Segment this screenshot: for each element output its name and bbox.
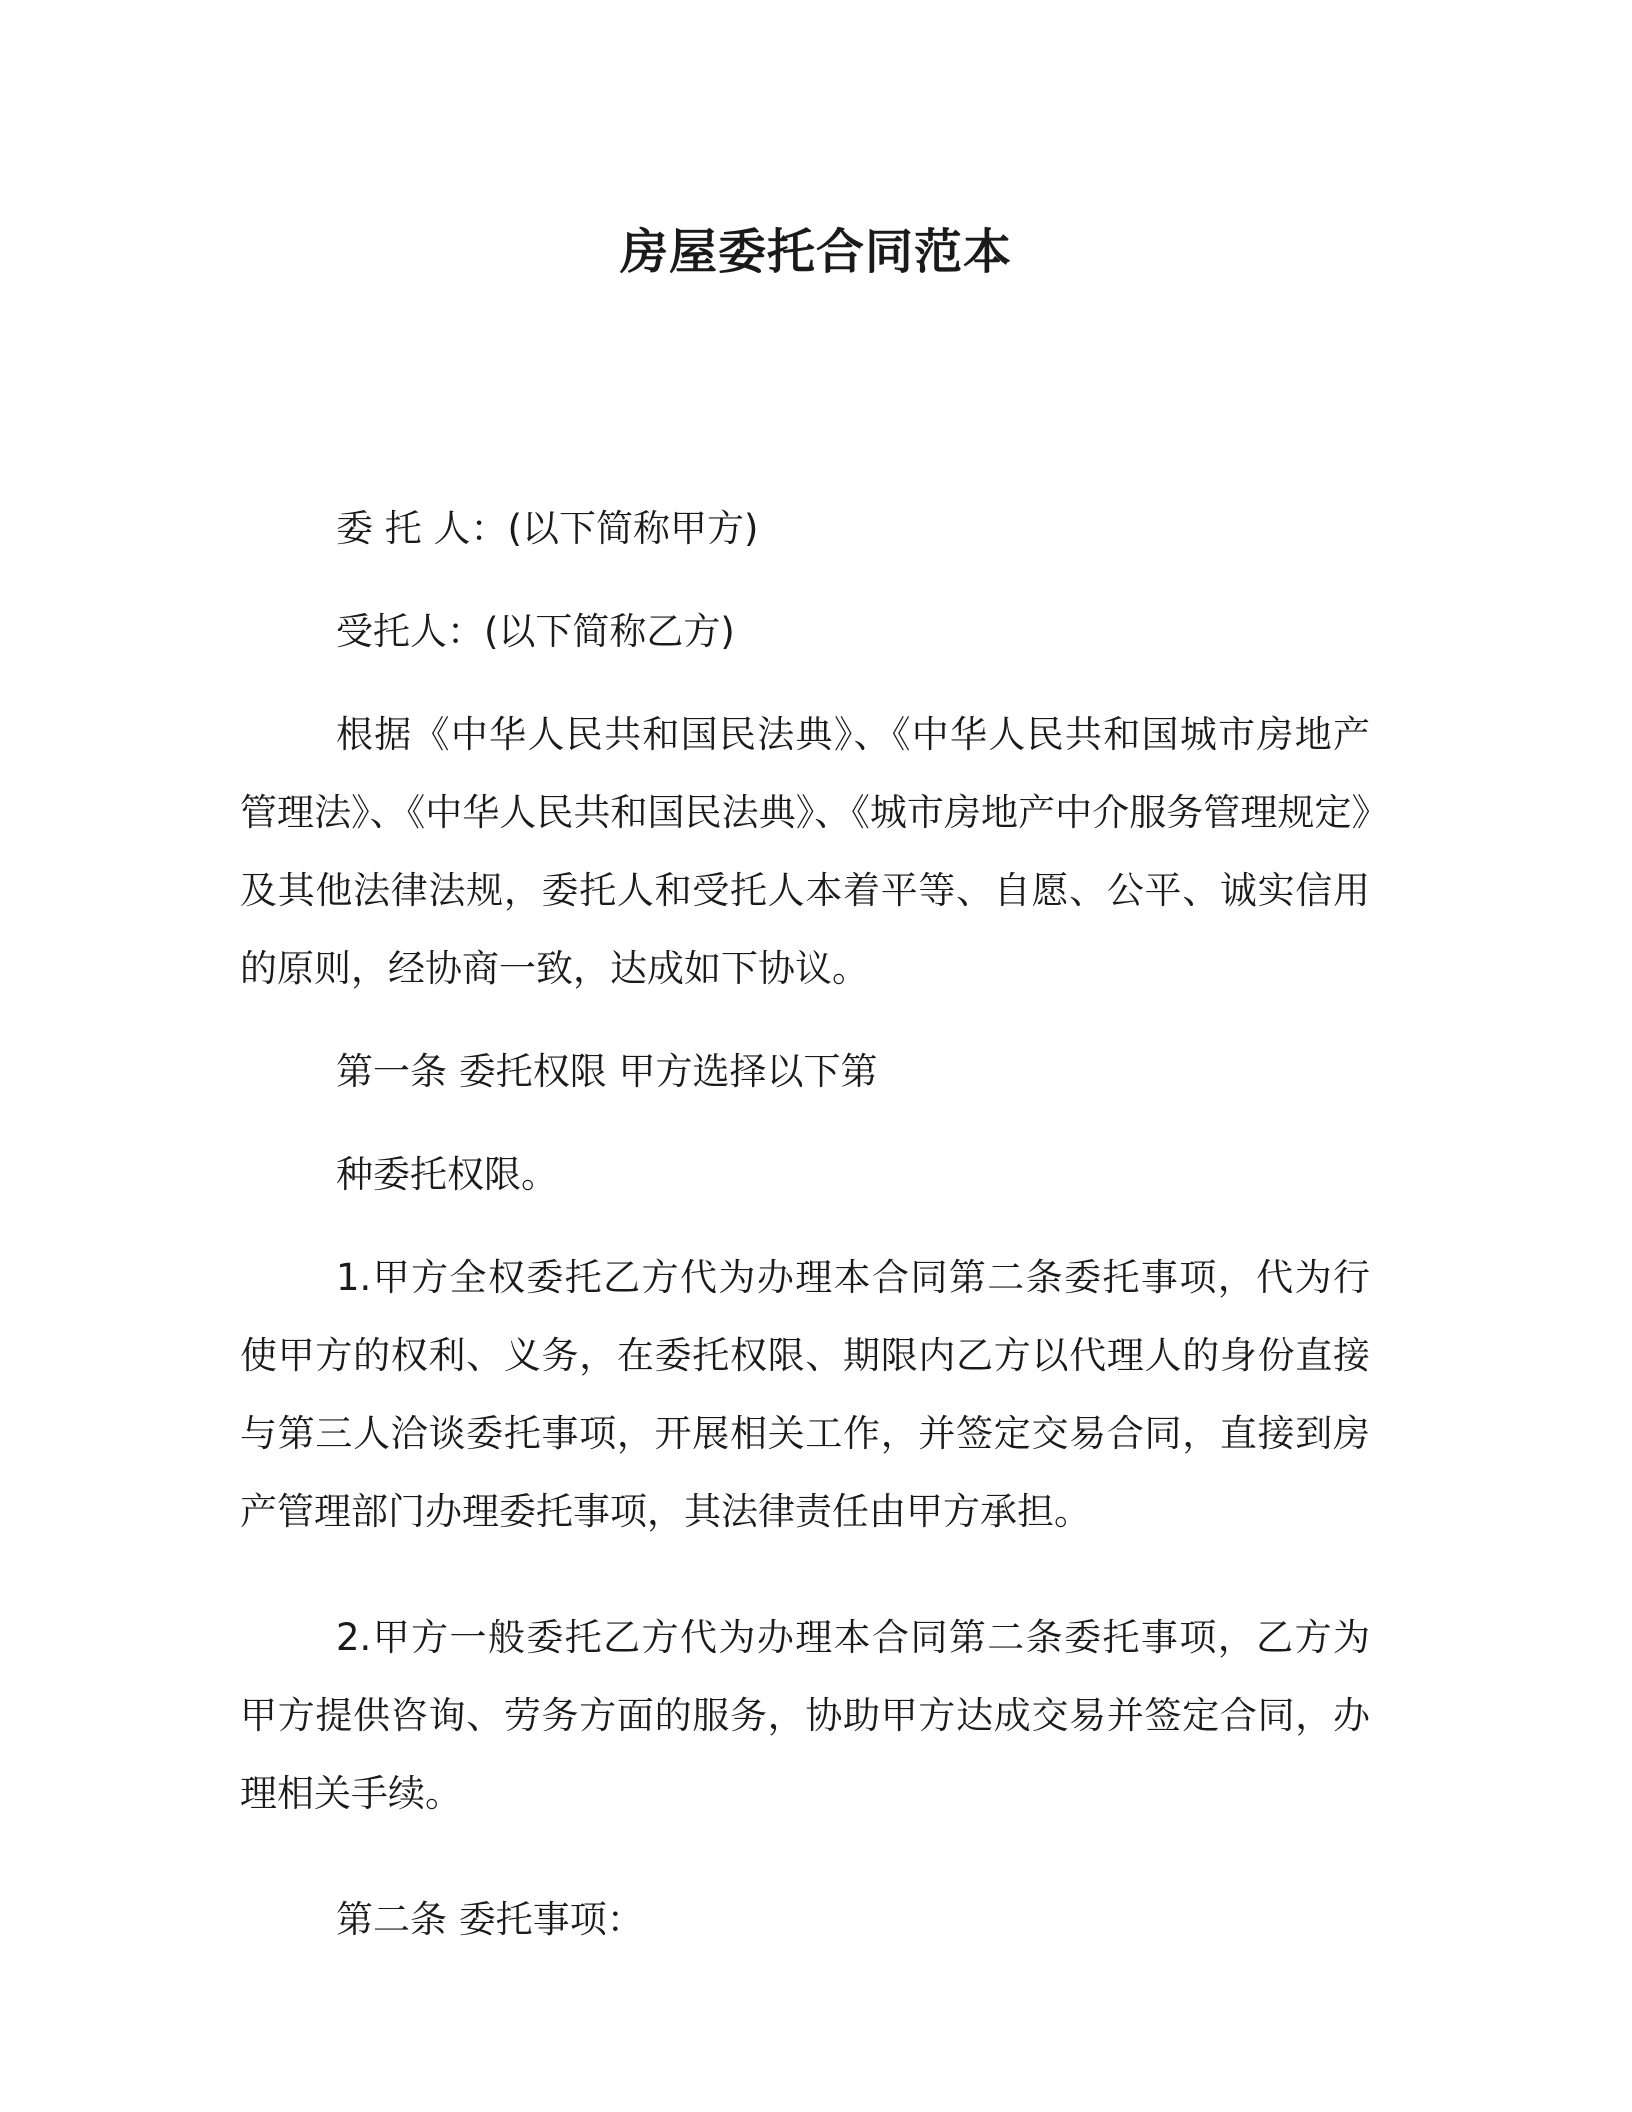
full-authority-clause: 1.甲方全权委托乙方代为办理本合同第二条委托事项，代为行使甲方的权利、义务，在委托权限、期限内乙方以代理人的身份直接与第三人洽谈委托事项，开展相关工作，并签定交易合同，直接到房产管理部门办理委托事项，其法律责任由甲方承担。: [240, 1256, 1370, 1533]
article-one-heading: 第一条 委托权限 甲方选择以下第: [336, 1050, 878, 1093]
preamble-paragraph: 根据《中华人民共和国民法典》、《中华人民共和国城市房地产管理法》、《中华人民共和国民法典》、《城市房地产中介服务管理规定》及其他法律法规，委托人和受托人本着平等、自愿、公平、诚实信用的原则，经协商一致，达成如下协议。: [240, 713, 1370, 990]
agent-party-line: 受托人：(以下简称乙方): [336, 610, 735, 653]
client-party-line: 委 托 人：(以下简称甲方): [336, 507, 759, 550]
article-one-heading-continued: 种委托权限。: [336, 1153, 558, 1196]
article-two-heading: 第二条 委托事项：: [336, 1898, 644, 1941]
document-body: [240, 490, 1370, 1959]
document-title: 房屋委托合同范本: [619, 224, 1012, 280]
general-authority-clause: 2.甲方一般委托乙方代为办理本合同第二条委托事项，乙方为甲方提供咨询、劳务方面的服务，协助甲方达成交易并签定合同，办理相关手续。: [240, 1616, 1370, 1815]
